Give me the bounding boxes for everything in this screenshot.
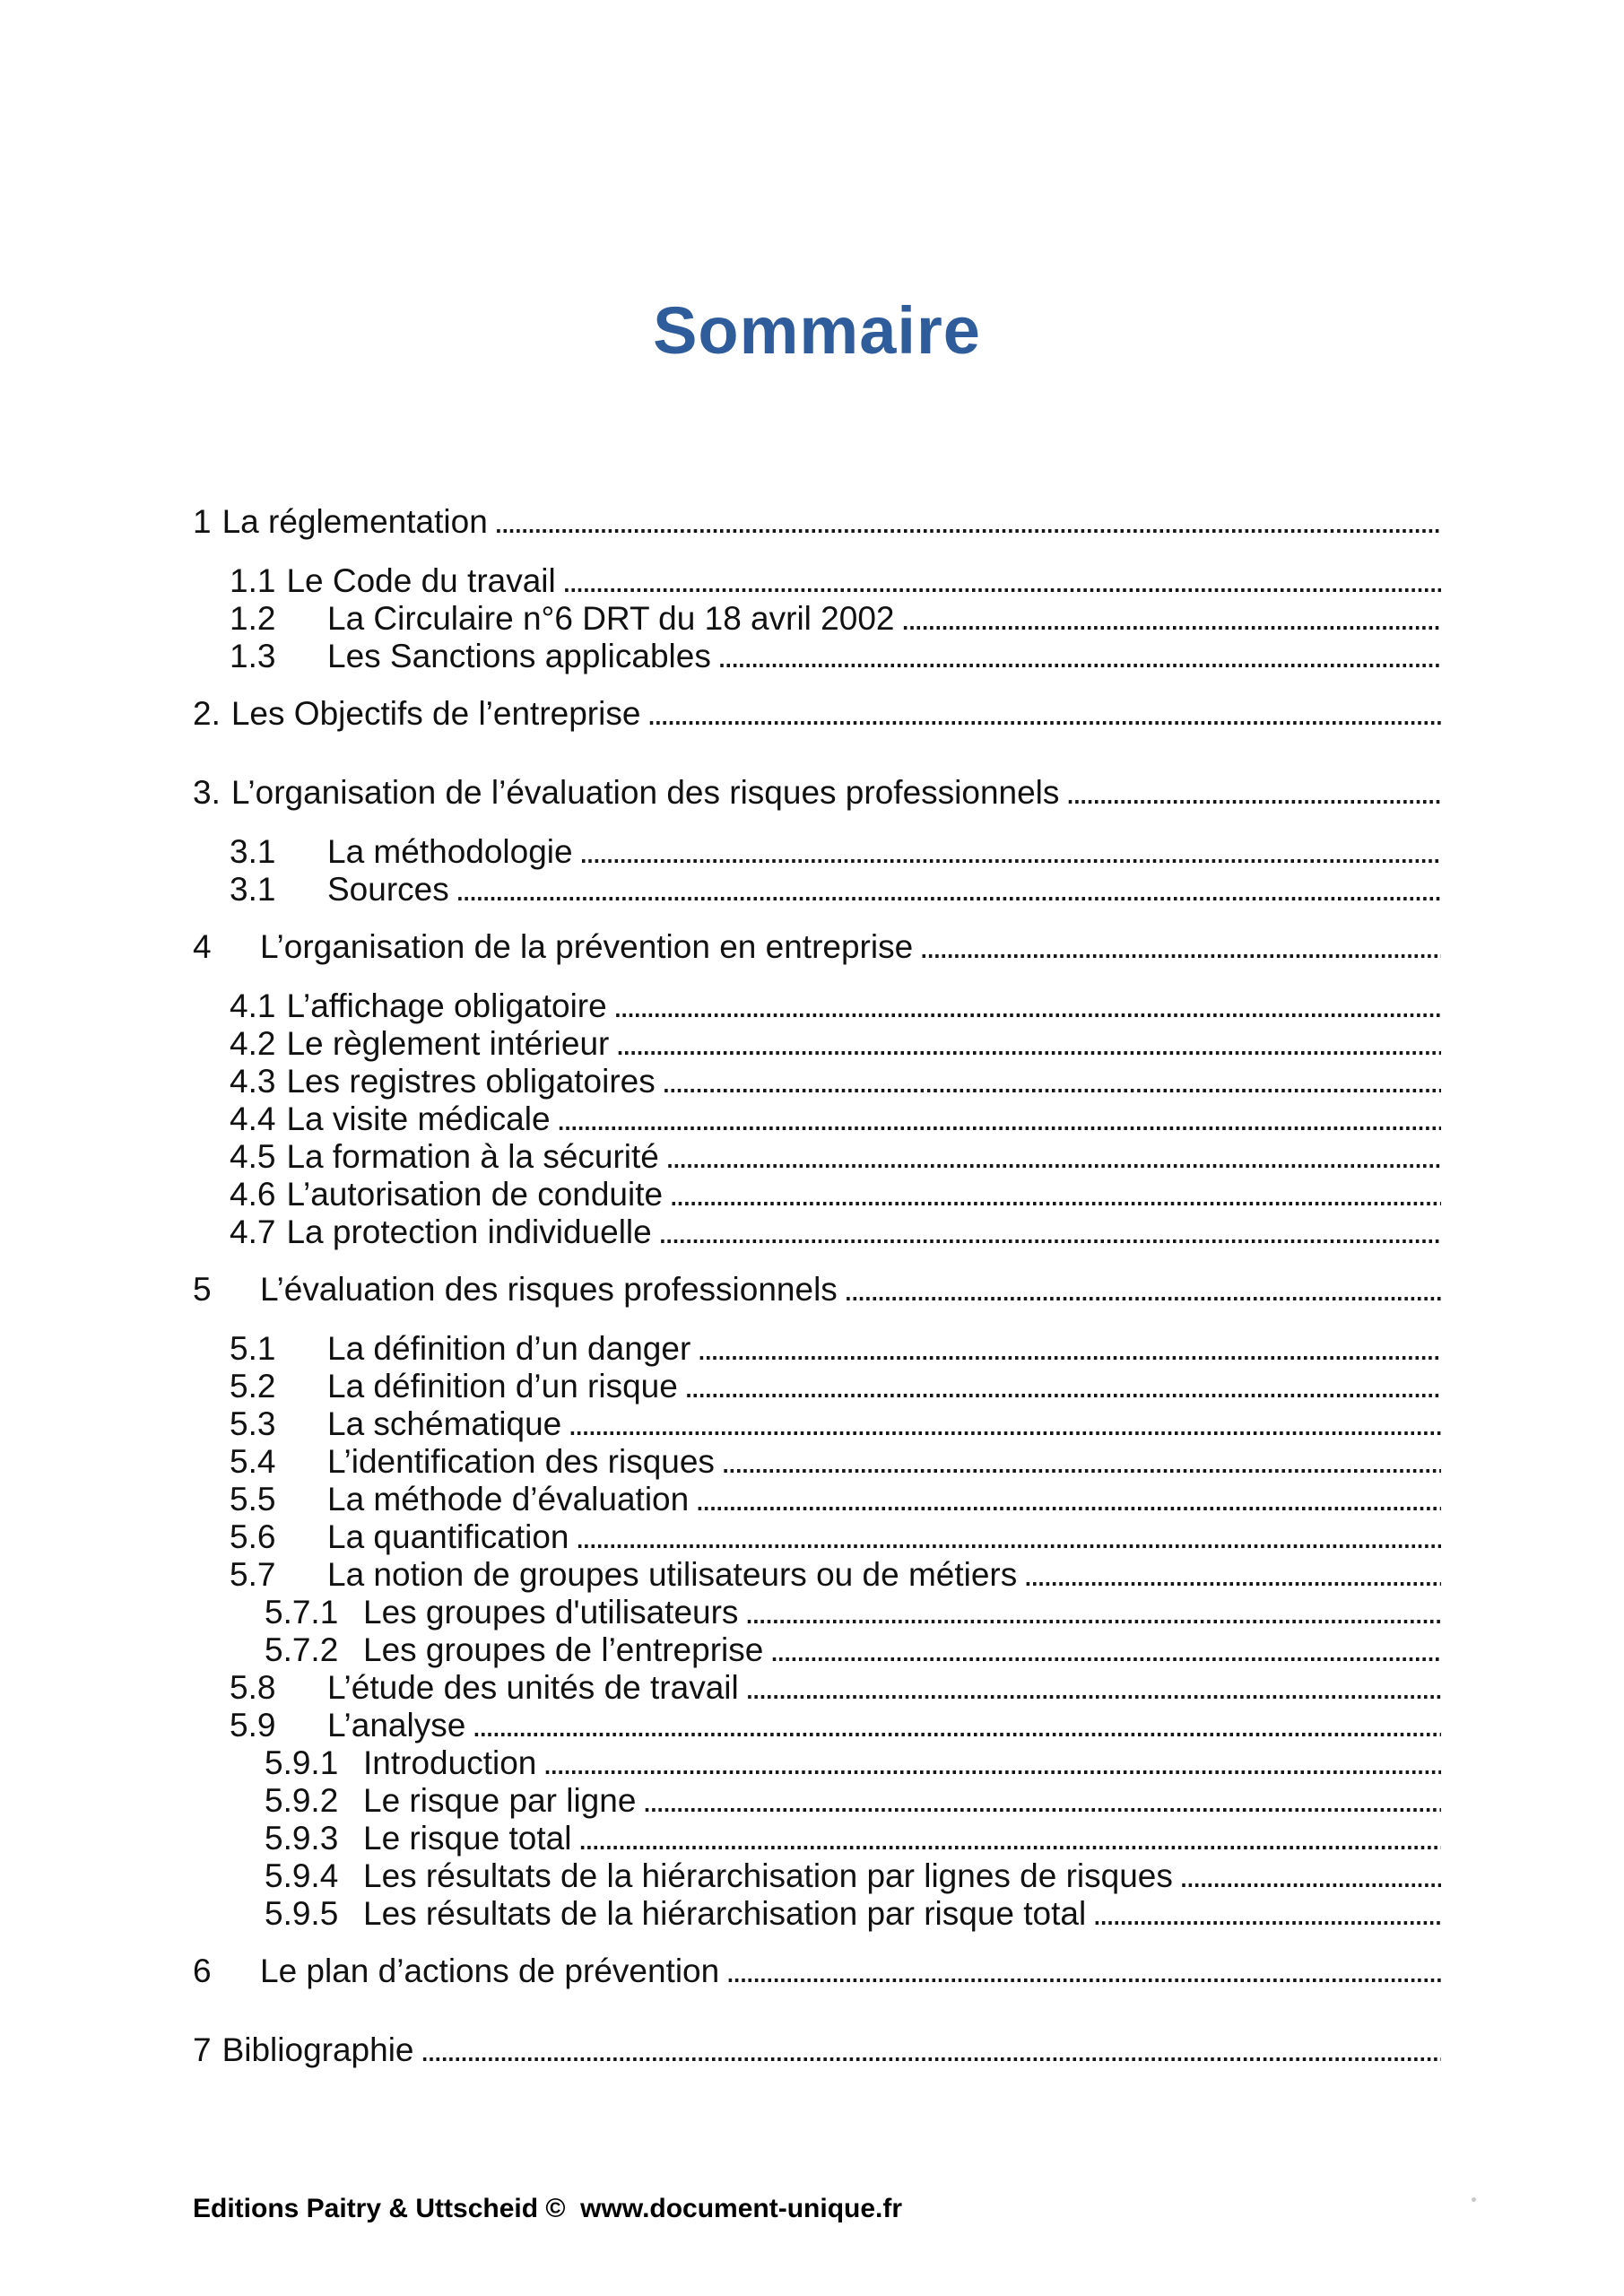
dot-leader: [642, 1782, 1441, 1820]
toc-entry[interactable]: [230, 1100, 1441, 1138]
toc-entry-label: Les Objectifs de l’entreprise: [230, 695, 641, 732]
dot-leader: [647, 695, 1441, 733]
toc-entry[interactable]: [230, 1556, 1441, 1594]
toc-entry[interactable]: [230, 833, 1441, 871]
toc-entry-label: L’affichage obligatoire: [286, 987, 607, 1024]
dot-leader: [919, 928, 1441, 966]
toc-entry[interactable]: [230, 1443, 1441, 1481]
toc-entry-label: Les groupes d'utilisateurs: [363, 1594, 739, 1631]
dot-leader: [721, 1443, 1441, 1481]
dot-leader: [575, 1518, 1441, 1556]
toc-entry-label: L’identification des risques: [327, 1443, 715, 1480]
toc-entry[interactable]: [230, 1405, 1441, 1443]
toc-entry[interactable]: [230, 987, 1441, 1025]
toc-entry-number: 4: [193, 928, 212, 965]
toc-entry-label: La formation à la sécurité: [286, 1138, 659, 1175]
dot-leader: [684, 1368, 1441, 1405]
toc-entry-number: 1.1: [230, 562, 276, 599]
dot-leader: [769, 1631, 1441, 1669]
toc-entry-number: 6: [193, 1952, 212, 1989]
toc-entry-number: 5: [193, 1271, 212, 1308]
toc-entry-number: 5.7.1: [265, 1594, 339, 1631]
dot-leader: [744, 1594, 1441, 1631]
toc-entry-number: 4.5: [230, 1138, 276, 1175]
dot-leader: [1065, 774, 1441, 812]
toc-entry-number: 3.: [193, 774, 221, 811]
toc-entry-label: La réglementation: [221, 503, 488, 540]
dot-leader: [697, 1330, 1441, 1368]
toc-entry-label: L’évaluation des risques professionnels: [260, 1271, 838, 1308]
toc-entry-label: Le risque total: [363, 1820, 572, 1857]
toc-entry[interactable]: [230, 1213, 1441, 1251]
dot-leader: [717, 638, 1441, 675]
toc-entry[interactable]: [193, 1271, 1441, 1309]
toc-entry-label: Les Sanctions applicables: [327, 638, 711, 674]
toc-entry-number: 4.4: [230, 1100, 276, 1137]
toc-entry-label: Sources: [327, 871, 449, 908]
toc-entry-number: 1.3: [230, 638, 276, 674]
toc-entry-number: 5.9.1: [265, 1744, 339, 1781]
toc-entry[interactable]: [193, 1952, 1441, 1990]
dot-leader: [615, 1025, 1441, 1063]
toc-entry[interactable]: [193, 695, 1441, 733]
toc-entry[interactable]: [230, 1176, 1441, 1213]
dot-leader: [901, 600, 1442, 638]
toc-entry-label: L’organisation de la prévention en entreprise: [260, 928, 914, 965]
toc-entry[interactable]: [230, 1368, 1441, 1405]
toc-entry-label: La méthodologie: [327, 833, 573, 870]
toc-entry[interactable]: [193, 2031, 1441, 2069]
dot-leader: [421, 2031, 1441, 2069]
dot-leader: [456, 871, 1441, 909]
dot-leader: [658, 1213, 1441, 1251]
toc-entry-label: La visite médicale: [286, 1100, 551, 1137]
toc-entry-label: Le plan d’actions de prévention: [260, 1952, 720, 1989]
toc-entry-label: Le Code du travail: [286, 562, 556, 599]
toc-entry[interactable]: [265, 1782, 1441, 1820]
toc-entry[interactable]: [193, 774, 1441, 812]
toc-entry-number: 5.7.2: [265, 1631, 339, 1668]
toc-entry-label: La Circulaire n°6 DRT du 18 avril 2002: [327, 600, 895, 637]
dot-leader: [1179, 1857, 1441, 1895]
toc-entry-number: 1: [193, 503, 212, 540]
toc-entry-number: 5.9.3: [265, 1820, 339, 1857]
toc-entry-number: 5.2: [230, 1368, 276, 1405]
toc-entry-label: L’organisation de l’évaluation des risques professionnels: [230, 774, 1060, 811]
toc-entry-number: 2.: [193, 695, 221, 732]
toc-entry-label: La définition d’un danger: [327, 1330, 691, 1367]
toc-entry-number: 5.4: [230, 1443, 276, 1480]
toc-entry-label: La définition d’un risque: [327, 1368, 678, 1405]
toc-entry[interactable]: [265, 1857, 1441, 1895]
dot-leader: [1092, 1895, 1441, 1933]
dot-leader: [745, 1669, 1441, 1707]
dot-leader: [725, 1952, 1441, 1990]
toc-entry[interactable]: [230, 562, 1441, 600]
toc-entry-label: La protection individuelle: [286, 1213, 652, 1250]
toc-entry-number: 4.2: [230, 1025, 276, 1062]
toc-entry-number: 4.3: [230, 1063, 276, 1100]
dot-leader: [472, 1707, 1441, 1744]
toc-entry[interactable]: [265, 1820, 1441, 1857]
toc-entry[interactable]: [265, 1744, 1441, 1782]
toc-entry-label: Bibliographie: [221, 2031, 414, 2068]
dot-leader: [695, 1481, 1441, 1518]
toc-entry[interactable]: [265, 1594, 1441, 1631]
toc-entry[interactable]: [265, 1895, 1441, 1933]
toc-entry-number: 5.3: [230, 1405, 276, 1442]
toc-entry[interactable]: [230, 871, 1441, 909]
dot-leader: [557, 1100, 1441, 1138]
toc-entry-number: 5.6: [230, 1518, 276, 1555]
dot-leader: [562, 562, 1441, 600]
toc-entry[interactable]: [230, 1025, 1441, 1063]
toc-entry-number: 5.5: [230, 1481, 276, 1518]
toc-entry-number: 7: [193, 2031, 212, 2068]
dot-leader: [613, 987, 1441, 1025]
footer-text: Editions Paitry & Uttscheid © www.document-unique.fr: [193, 2194, 903, 2223]
toc-entry[interactable]: [230, 1481, 1441, 1518]
toc-entry-number: 5.1: [230, 1330, 276, 1367]
toc-entry[interactable]: [230, 1518, 1441, 1556]
toc-entry-label: La schématique: [327, 1405, 562, 1442]
toc-entry-label: Le risque par ligne: [363, 1782, 637, 1819]
toc-entry-label: L’étude des unités de travail: [327, 1669, 739, 1706]
toc-entry-label: Les résultats de la hiérarchisation par lignes de risques: [363, 1857, 1173, 1894]
dot-leader: [579, 833, 1441, 871]
toc-entry-number: 4.1: [230, 987, 276, 1024]
toc-entry-number: 5.7: [230, 1556, 276, 1593]
dot-leader: [669, 1176, 1441, 1213]
toc-entry[interactable]: [230, 1669, 1441, 1707]
toc-entry-number: 5.8: [230, 1669, 276, 1706]
dot-leader: [494, 503, 1441, 541]
toc-entry-label: L’analyse: [327, 1707, 466, 1744]
toc-entry-number: 4.6: [230, 1176, 276, 1213]
toc-entry-number: 5.9.2: [265, 1782, 339, 1819]
table-of-contents: [193, 483, 1441, 2091]
toc-entry-label: La méthode d’évaluation: [327, 1481, 690, 1518]
dot-leader: [1023, 1556, 1441, 1594]
toc-entry-label: La quantification: [327, 1518, 569, 1555]
toc-entry[interactable]: [193, 503, 1441, 541]
dot-leader: [568, 1405, 1441, 1443]
toc-entry-number: 3.1: [230, 833, 276, 870]
toc-entry[interactable]: [230, 638, 1441, 675]
toc-entry[interactable]: [230, 1063, 1441, 1100]
toc-entry[interactable]: [265, 1631, 1441, 1669]
toc-entry[interactable]: [193, 928, 1441, 966]
toc-entry-number: 5.9.4: [265, 1857, 339, 1894]
toc-entry-label: Les résultats de la hiérarchisation par risque total: [363, 1895, 1087, 1932]
dot-leader: [662, 1063, 1441, 1100]
toc-entry-label: Introduction: [363, 1744, 537, 1781]
toc-entry-label: Les registres obligatoires: [286, 1063, 656, 1100]
toc-entry-number: 4.7: [230, 1213, 276, 1250]
toc-entry-number: 5.9.5: [265, 1895, 339, 1932]
scan-artifact-dot: [1472, 2197, 1476, 2202]
toc-entry[interactable]: [230, 1330, 1441, 1368]
toc-entry-label: La notion de groupes utilisateurs ou de métiers: [327, 1556, 1018, 1593]
dot-leader: [543, 1744, 1441, 1782]
toc-entry-number: 3.1: [230, 871, 276, 908]
toc-entry[interactable]: [230, 1138, 1441, 1176]
toc-entry[interactable]: [230, 600, 1441, 638]
toc-entry-label: Le règlement intérieur: [286, 1025, 610, 1062]
dot-leader: [844, 1271, 1441, 1309]
toc-entry-label: Les groupes de l’entreprise: [363, 1631, 764, 1668]
toc-entry-label: L’autorisation de conduite: [286, 1176, 664, 1213]
toc-entry-number: 1.2: [230, 600, 276, 637]
toc-entry-number: 5.9: [230, 1707, 276, 1744]
toc-entry[interactable]: [230, 1707, 1441, 1744]
page-title: Sommaire: [653, 293, 981, 368]
dot-leader: [665, 1138, 1441, 1176]
dot-leader: [578, 1820, 1441, 1857]
